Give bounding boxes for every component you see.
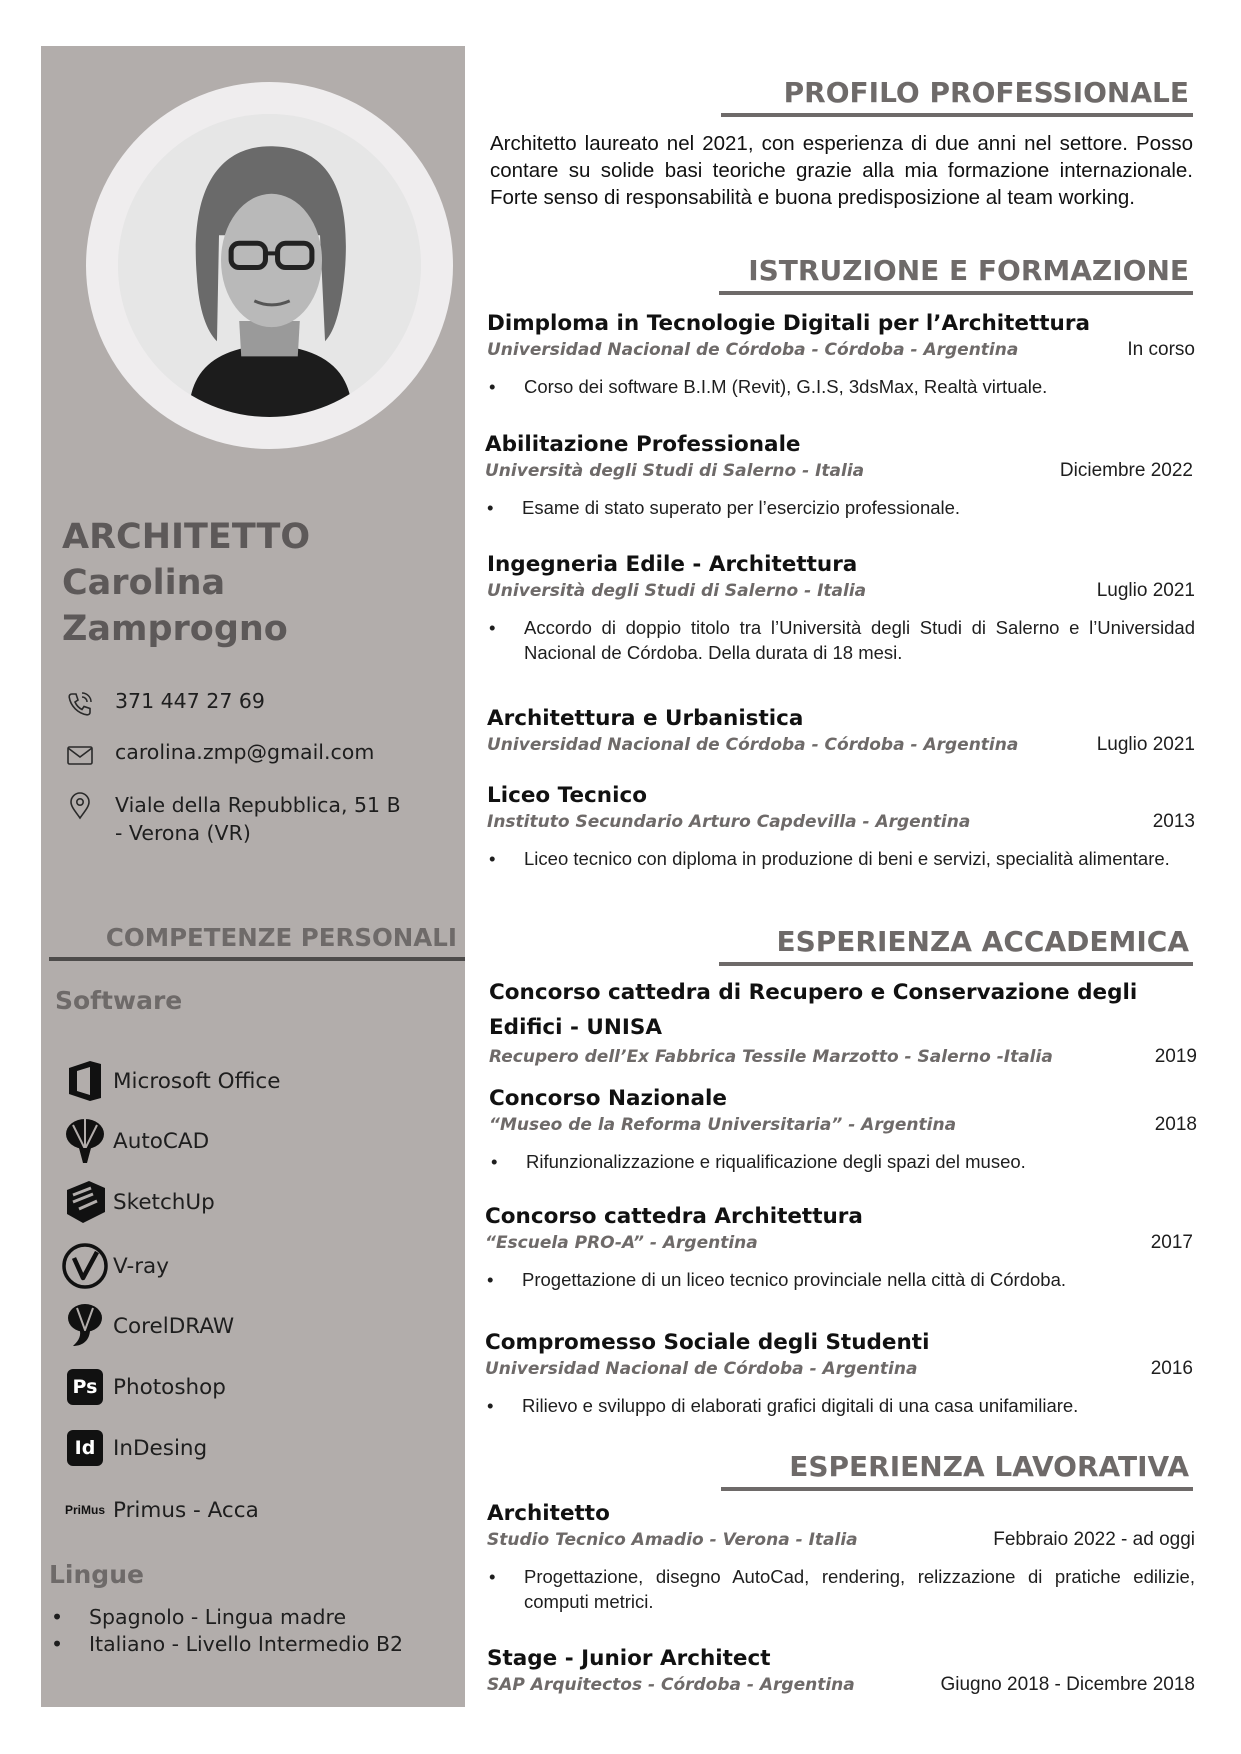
entry-date: 2019 (1154, 1046, 1197, 1067)
software-label: Primus - Acca (113, 1497, 259, 1523)
section-divider (721, 1487, 1193, 1491)
academic-entry (485, 1203, 1193, 1292)
primus-icon: PriMus (64, 1503, 105, 1517)
software-label: CorelDRAW (113, 1313, 235, 1339)
section-divider (719, 962, 1193, 966)
entry-bullet: • Progettazione, disegno AutoCad, rendering, relizzazione di pratiche edilizie, computi metrici. (487, 1564, 1195, 1614)
photoshop-icon: Ps (61, 1364, 109, 1410)
section-divider (49, 957, 465, 961)
entry-bullet: • Corso dei software B.I.M (Revit), G.I.S, 3dsMax, Realtà virtuale. (487, 374, 1195, 399)
entry-date: Diciembre 2022 (1059, 460, 1193, 481)
software-item (61, 1425, 207, 1471)
profile-title: PROFILO PROFESSIONALE (783, 76, 1189, 109)
contact-email (65, 740, 374, 770)
entry-date: Luglio 2021 (1096, 580, 1195, 601)
entry-title: Compromesso Sociale degli Studenti (485, 1330, 930, 1355)
entry-title: Architetto (487, 1501, 610, 1526)
language-item: • Spagnolo - Lingua madre (51, 1604, 403, 1631)
work-entry (487, 1500, 1195, 1614)
entry-title: Edifici - UNISA (489, 1015, 662, 1040)
sketchup-icon (61, 1179, 109, 1225)
academic-section-header (719, 925, 1193, 966)
entry-date: Luglio 2021 (1096, 734, 1195, 755)
education-section-header (719, 254, 1193, 295)
education-title: ISTRUZIONE E FORMAZIONE (748, 254, 1189, 287)
entry-institution: Universidad Nacional de Córdoba - Córdoba - Argentina (487, 735, 1019, 755)
entry-bullet: • Rilievo e sviluppo di elaborati grafici digitali di una casa unifamiliare. (485, 1393, 1193, 1418)
academic-entry (489, 1085, 1197, 1174)
entry-title: Dimploma in Tecnologie Digitali per l’Architettura (487, 311, 1090, 336)
entry-institution: Studio Tecnico Amadio - Verona - Italia (487, 1530, 858, 1550)
entry-date: Febbraio 2022 - ad oggi (993, 1529, 1195, 1550)
contact-address (65, 791, 401, 847)
academic-title: ESPERIENZA ACCADEMICA (776, 925, 1189, 958)
entry-institution: Universidad Nacional de Córdoba - Córdoba - Argentina (487, 340, 1019, 360)
address-line: - Verona (VR) (115, 821, 251, 845)
academic-entry (485, 1329, 1193, 1418)
skills-title: COMPETENZE PERSONALI (105, 923, 457, 952)
software-item (61, 1179, 215, 1225)
software-label: V-ray (113, 1253, 169, 1279)
entry-institution: Instituto Secundario Arturo Capdevilla - Argentina (487, 812, 971, 832)
entry-date: In corso (1127, 339, 1195, 360)
profile-photo (118, 114, 421, 417)
autocad-icon (61, 1118, 109, 1164)
entry-bullet: • Progettazione di un liceo tecnico provinciale nella città di Córdoba. (485, 1267, 1193, 1292)
address-line: Viale della Repubblica, 51 B (115, 793, 401, 817)
indesign-icon: Id (61, 1425, 109, 1471)
entry-date: 2018 (1154, 1114, 1197, 1135)
entry-title: Liceo Tecnico (487, 783, 647, 808)
entry-title: Abilitazione Professionale (485, 432, 801, 457)
entry-date: 2013 (1152, 811, 1195, 832)
section-divider (719, 291, 1193, 295)
software-item (61, 1058, 280, 1104)
phone-number[interactable]: 371 447 27 69 (115, 689, 265, 713)
software-label: SketchUp (113, 1189, 215, 1215)
work-entry (487, 1645, 1195, 1697)
profile-text: Architetto laureato nel 2021, con esperienza di due anni nel settore. Posso contare su solide basi teoriche grazie alla mia formazione internazionale. Forte senso di responsabilità e buona predisposizione al team working. (490, 132, 1193, 209)
software-label: AutoCAD (113, 1128, 210, 1154)
entry-institution: Universidad Nacional de Córdoba - Argentina (485, 1359, 918, 1379)
entry-title: Concorso cattedra di Recupero e Conservazione degli (489, 980, 1138, 1005)
name-line: Zamprogno (62, 609, 288, 649)
section-divider (721, 113, 1193, 117)
vray-icon (61, 1243, 109, 1289)
entry-title: Concorso Nazionale (489, 1086, 727, 1111)
software-label: InDesing (113, 1435, 208, 1461)
entry-title: Architettura e Urbanistica (487, 706, 804, 731)
name-line: ARCHITETTO (62, 517, 311, 557)
entry-institution: Università degli Studi di Salerno - Italia (485, 461, 865, 481)
languages-title: Lingue (49, 1560, 144, 1589)
portrait-image (118, 114, 421, 417)
software-item (61, 1303, 234, 1349)
entry-title: Ingegneria Edile - Architettura (487, 552, 858, 577)
coreldraw-icon (61, 1303, 109, 1349)
software-item (61, 1487, 259, 1533)
education-entry (487, 705, 1195, 757)
work-title: ESPERIENZA LAVORATIVA (789, 1450, 1189, 1483)
entry-title: Concorso cattedra Architettura (485, 1204, 863, 1229)
entry-institution: “Museo de la Reforma Universitaria” - Argentina (489, 1115, 957, 1135)
location-pin-icon (65, 791, 99, 821)
entry-bullet: • Rifunzionalizzazione e riqualificazione degli spazi del museo. (489, 1149, 1197, 1174)
entry-date: Giugno 2018 - Dicembre 2018 (940, 1674, 1195, 1695)
contact-phone (65, 689, 265, 719)
sidebar (41, 46, 465, 1707)
entry-date: 2017 (1150, 1232, 1193, 1253)
candidate-name (62, 514, 310, 652)
entry-institution: Recupero dell’Ex Fabbrica Tessile Marzotto - Salerno -Italia (489, 1047, 1053, 1067)
academic-entry (489, 975, 1197, 1069)
profile-section-header (721, 76, 1193, 117)
software-label: Microsoft Office (113, 1068, 281, 1094)
entry-institution: SAP Arquitectos - Córdoba - Argentina (487, 1675, 855, 1695)
phone-icon (65, 689, 99, 719)
skills-section-title (41, 923, 465, 961)
entry-bullet: • Esame di stato superato per l’esercizio professionale. (485, 495, 1193, 520)
entry-bullet: • Liceo tecnico con diploma in produzione di beni e servizi, specialità alimentare. (487, 846, 1195, 871)
education-entry (485, 431, 1193, 520)
office-icon (61, 1058, 109, 1104)
software-item (61, 1118, 209, 1164)
email-address[interactable]: carolina.zmp@gmail.com (115, 740, 375, 764)
entry-date: 2016 (1150, 1358, 1193, 1379)
entry-bullet: • Accordo di doppio titolo tra l’Università degli Studi di Salerno e l’Universidad Nacional de Córdoba. Della durata di 18 mesi. (487, 615, 1195, 665)
software-label: Photoshop (113, 1374, 226, 1400)
entry-institution: “Escuela PRO-A” - Argentina (485, 1233, 758, 1253)
software-item (61, 1364, 226, 1410)
language-item: • Italiano - Livello Intermedio B2 (51, 1631, 403, 1658)
education-entry (487, 310, 1195, 399)
education-entry (487, 551, 1195, 665)
work-section-header (721, 1450, 1193, 1491)
education-entry (487, 782, 1195, 871)
software-item (61, 1243, 169, 1289)
mail-icon (65, 740, 99, 770)
languages-list (51, 1604, 403, 1658)
software-title: Software (55, 986, 183, 1015)
entry-title: Stage - Junior Architect (487, 1646, 771, 1671)
name-line: Carolina (62, 563, 226, 603)
entry-institution: Università degli Studi di Salerno - Italia (487, 581, 867, 601)
